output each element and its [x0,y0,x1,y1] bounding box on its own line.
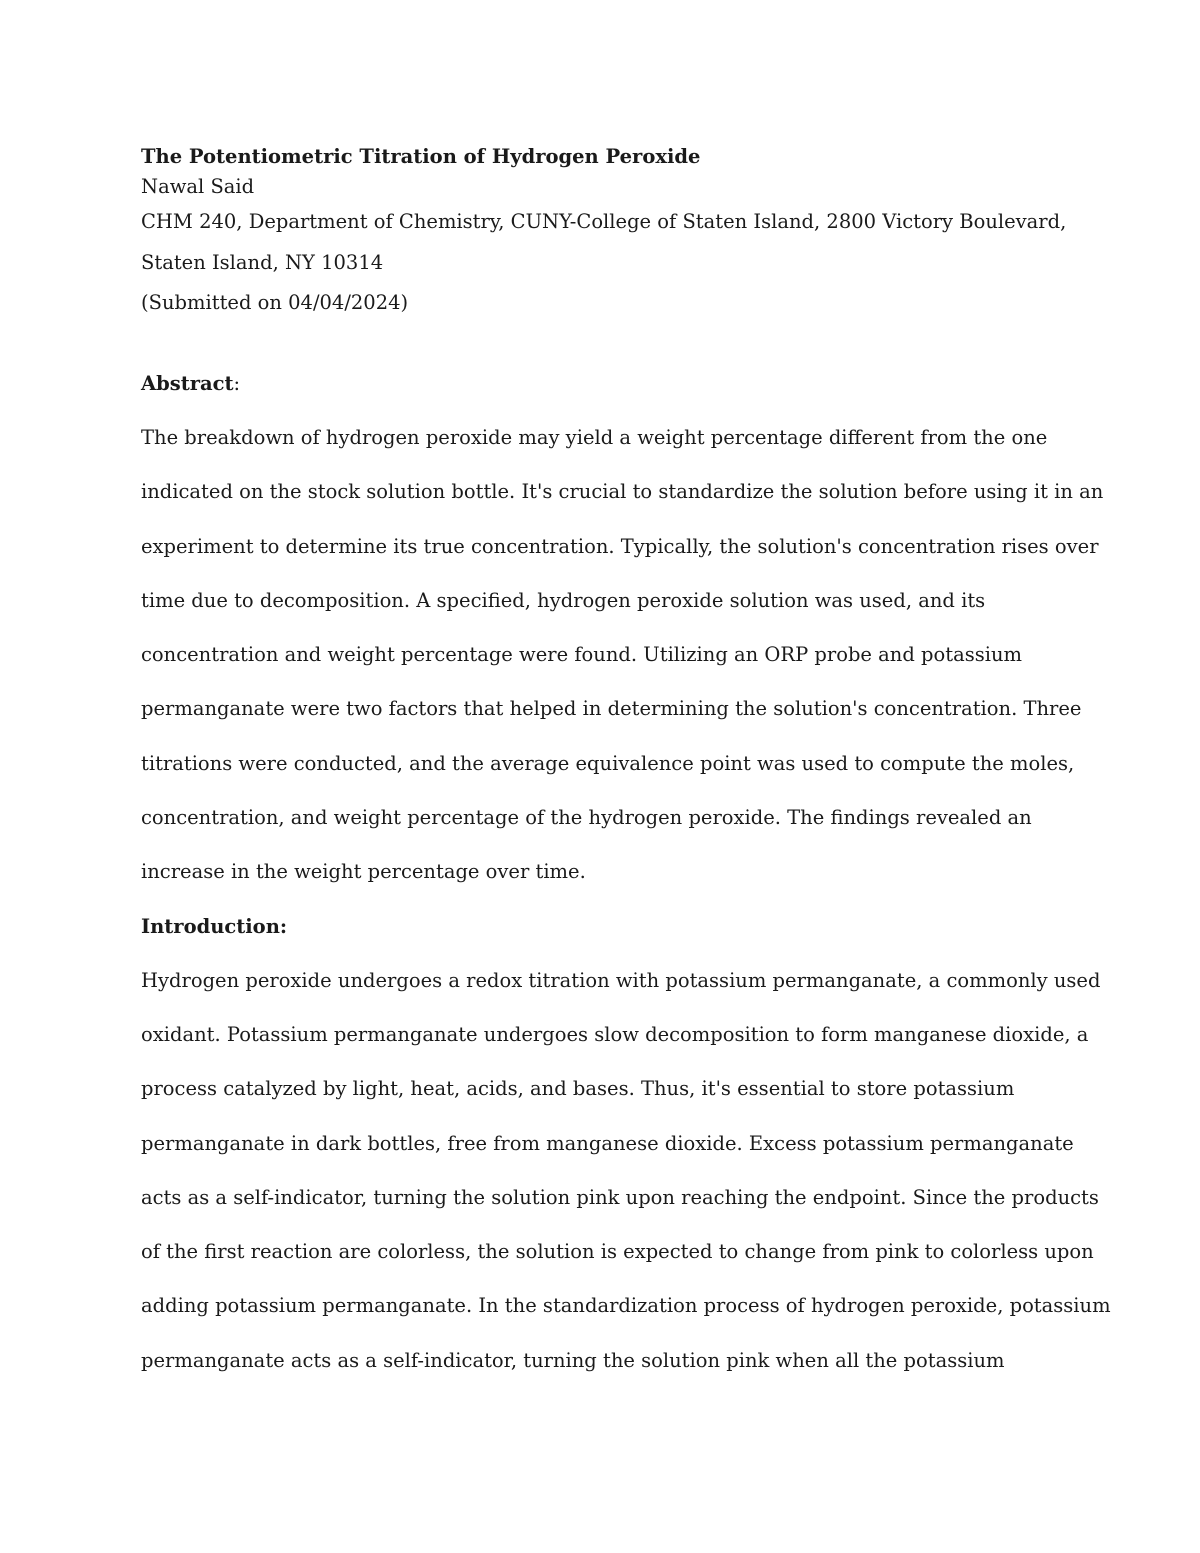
introduction-line: process catalyzed by light, heat, acids, and bases. Thus, it's essential to store potassium [141,1077,1015,1101]
introduction-line: acts as a self-indicator, turning the solution pink upon reaching the endpoint. Since the products [141,1185,1099,1209]
abstract-line: time due to decomposition. A specified, hydrogen peroxide solution was used, and its [141,588,986,612]
abstract-heading [141,357,1061,411]
abstract-line: experiment to determine its true concentration. Typically, the solution's concentration rises over [141,534,1099,558]
author-name: Nawal Said [141,175,255,198]
introduction-paragraph [141,954,1111,1388]
introduction-line: permanganate acts as a self-indicator, turning the solution pink when all the potassium [141,1348,1005,1372]
affiliation-line: CHM 240, Department of Chemistry, CUNY-College of Staten Island, 2800 Victory Boulevard, [141,210,1067,233]
abstract-line: titrations were conducted, and the average equivalence point was used to compute the moles, [141,751,1075,775]
abstract-line: concentration, and weight percentage of the hydrogen peroxide. The findings revealed an [141,806,1032,830]
introduction-line: adding potassium permanganate. In the standardization process of hydrogen peroxide, potassium [141,1294,1111,1318]
abstract-line: permanganate were two factors that helped in determining the solution's concentration. Three [141,697,1082,721]
submission-date: (Submitted on 04/04/2024) [141,291,409,314]
abstract-line: indicated on the stock solution bottle. It's crucial to standardize the solution before using it in an [141,480,1104,504]
introduction-line: oxidant. Potassium permanganate undergoes slow decomposition to form manganese dioxide, a [141,1022,1089,1046]
abstract-line: concentration and weight percentage were found. Utilizing an ORP probe and potassium [141,643,1023,667]
abstract-line: increase in the weight percentage over time. [141,860,586,884]
introduction-line: of the first reaction are colorless, the solution is expected to change from pink to colorless upon [141,1240,1094,1264]
abstract-paragraph [141,411,1104,900]
affiliation [141,201,1067,283]
introduction-line: permanganate in dark bottles, free from manganese dioxide. Excess potassium permanganate [141,1131,1074,1155]
abstract-heading-colon: : [233,372,241,395]
page-content [141,141,1111,1388]
affiliation-line: Staten Island, NY 10314 [141,251,384,274]
abstract-heading-text: Abstract [141,372,234,395]
document-title: The Potentiometric Titration of Hydrogen Peroxide [141,145,701,168]
introduction-line: Hydrogen peroxide undergoes a redox titration with potassium permanganate, a commonly used [141,968,1101,992]
introduction-heading: Introduction: [141,914,288,938]
abstract-line: The breakdown of hydrogen peroxide may yield a weight percentage different from the one [141,426,1048,449]
